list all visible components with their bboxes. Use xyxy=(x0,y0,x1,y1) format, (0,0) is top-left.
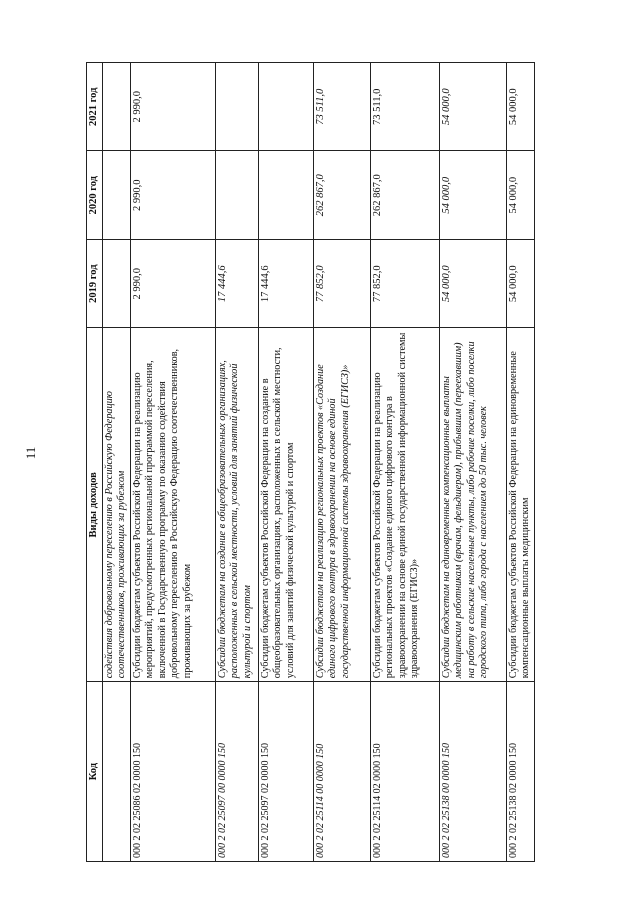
row-2019: 77 852,0 xyxy=(370,239,439,327)
header-name: Виды доходов xyxy=(87,328,103,682)
row-2019: 54 000,0 xyxy=(506,239,534,327)
row-code: 000 2 02 25097 02 0000 150 xyxy=(258,682,313,862)
row-2021 xyxy=(103,63,131,152)
table-row xyxy=(103,63,131,862)
table-row xyxy=(215,63,258,862)
row-2019: 77 852,0 xyxy=(313,239,370,327)
header-2019: 2019 год xyxy=(87,239,103,327)
header-code: Код xyxy=(87,682,103,862)
rotated-page-content xyxy=(86,62,632,862)
row-2019: 17 444,6 xyxy=(258,239,313,327)
row-name: Субсидии бюджетам на создание в общеобразовательных организациях, расположенных в сельской местности, условий для занятий физической культурой и спортом xyxy=(215,328,258,682)
row-2021: 73 511,0 xyxy=(370,63,439,152)
row-code: 000 2 02 25086 02 0000 150 xyxy=(130,682,215,862)
page-number: 11 xyxy=(23,446,38,460)
revenue-table xyxy=(86,62,535,862)
table-row xyxy=(439,63,506,862)
row-2020: 262 867,0 xyxy=(313,151,370,239)
row-code: 000 2 02 25114 00 0000 150 xyxy=(313,682,370,862)
row-name: Субсидии бюджетам субъектов Российской Федерации на реализацию мероприятий, предусмотренных региональной программой переселения, включенной в Государственную программу по оказанию содействия добровольному переселению в Российскую Федерацию соотечественников, проживающих за рубежом xyxy=(130,328,215,682)
header-2020: 2020 год xyxy=(87,151,103,239)
table-row xyxy=(506,63,534,862)
table-row xyxy=(313,63,370,862)
row-2019: 2 990,0 xyxy=(130,239,215,327)
table-row xyxy=(370,63,439,862)
row-2019: 54 000,0 xyxy=(439,239,506,327)
row-2021: 2 990,0 xyxy=(130,63,215,152)
row-2021: 73 511,0 xyxy=(313,63,370,152)
row-2019: 17 444,6 xyxy=(215,239,258,327)
row-2020: 2 990,0 xyxy=(130,151,215,239)
row-2020: 54 000,0 xyxy=(506,151,534,239)
row-2021 xyxy=(258,63,313,152)
header-2021: 2021 год xyxy=(87,63,103,152)
row-2021: 54 000,0 xyxy=(506,63,534,152)
row-code: 000 2 02 25097 00 0000 150 xyxy=(215,682,258,862)
table-header-row xyxy=(87,63,103,862)
table-row xyxy=(258,63,313,862)
row-2020: 54 000,0 xyxy=(439,151,506,239)
row-2020 xyxy=(258,151,313,239)
row-2019 xyxy=(103,239,131,327)
row-name: Субсидии бюджетам субъектов Российской Федерации на единовременные компенсационные выплаты медицинским xyxy=(506,328,534,682)
row-code: 000 2 02 25138 00 0000 150 xyxy=(439,682,506,862)
table-row xyxy=(130,63,215,862)
row-2020 xyxy=(103,151,131,239)
row-name: содействия добровольному переселению в Российскую Федерацию соотечественников, проживающих за рубежом xyxy=(103,328,131,682)
row-2020: 262 867,0 xyxy=(370,151,439,239)
row-2020 xyxy=(215,151,258,239)
row-2021 xyxy=(215,63,258,152)
row-name: Субсидии бюджетам субъектов Российской Федерации на создание в общеобразовательных организациях, расположенных в сельской местности, условий для занятий физической культурой и спортом xyxy=(258,328,313,682)
row-name: Субсидии бюджетам на единовременные компенсационные выплаты медицинским работникам (врачам, фельдшерам), прибывшим (переехавшим) на работу в сельские населенные пункты, либо рабочие поселки, либо поселки городского типа, либо города с населением до 50 тыс. человек xyxy=(439,328,506,682)
row-name: Субсидии бюджетам на реализацию региональных проектов «Создание единого цифрового контура в здравоохранении на основе единой государственной информационной системы здравоохранения (ЕГИСЗ)» xyxy=(313,328,370,682)
row-2021: 54 000,0 xyxy=(439,63,506,152)
row-code: 000 2 02 25114 02 0000 150 xyxy=(370,682,439,862)
row-code: 000 2 02 25138 02 0000 150 xyxy=(506,682,534,862)
row-name: Субсидии бюджетам субъектов Российской Федерации на реализацию региональных проектов «Создание единого цифрового контура в здравоохранении на основе единой государственной информационной системы здравоохранения (ЕГИСЗ)» xyxy=(370,328,439,682)
row-code xyxy=(103,682,131,862)
